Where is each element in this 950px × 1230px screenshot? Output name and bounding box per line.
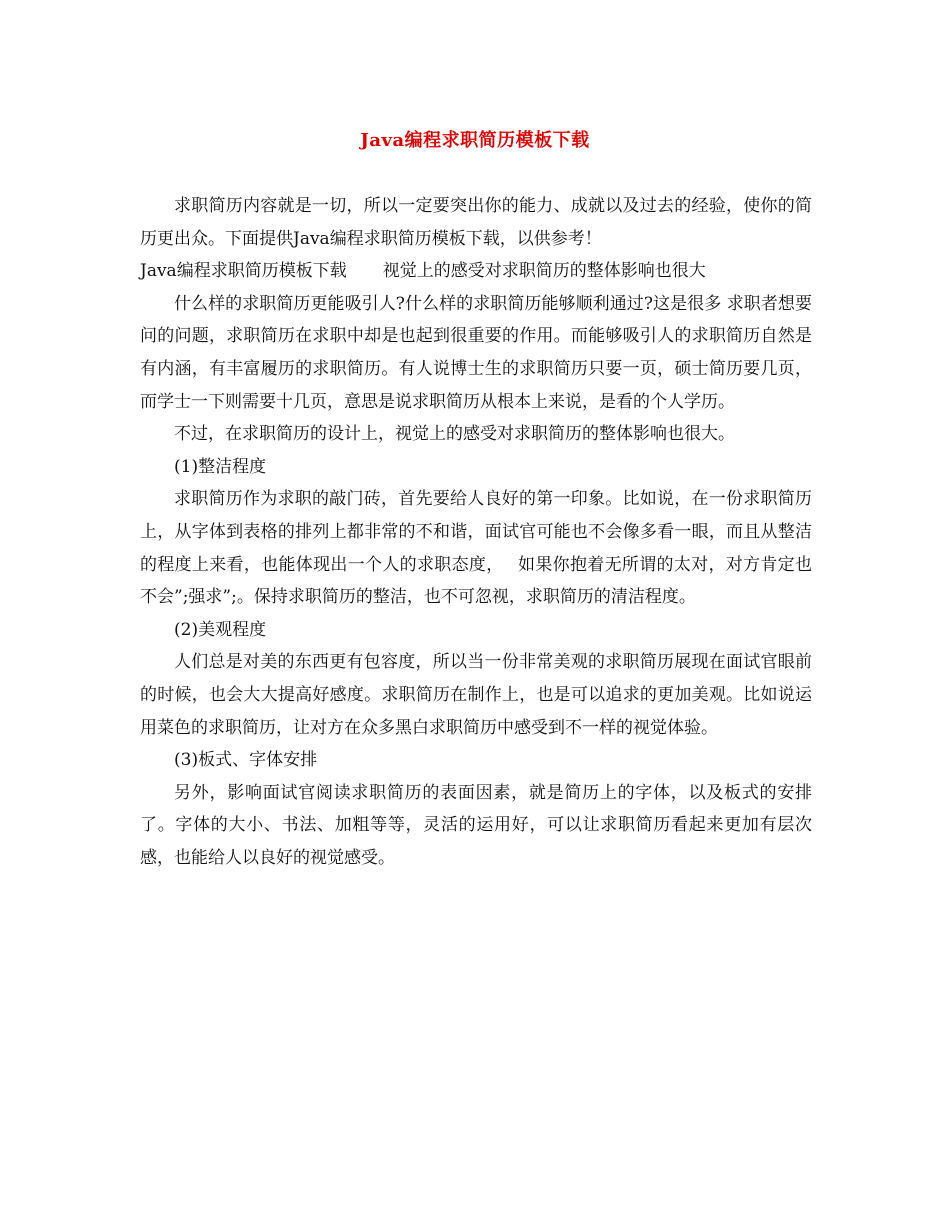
subheading-line [140,255,812,288]
paragraph-1: 什么样的求职简历更能吸引人?什么样的求职简历能够顺利通过?这是很多 求职者想要问的问题，求职简历在求职中却是也起到很重要的作用。而能够吸引人的求职简历自然是有内涵，有丰富履历的求职简历。有人说博士生的求职简历只要一页，硕士简历要几页，而学士一下则需要十几页，意思是说求职简历从根本上来说，是看的个人学历。 [140,293,812,412]
subhead-right: 视觉上的感受对求职简历的整体影响也很大 [382,261,706,282]
document-title: Java编程求职简历模板下载 [360,130,590,151]
section-1-title: (1)整洁程度 [174,456,267,477]
section-3-title: (3)板式、字体安排 [174,750,318,771]
paragraph-2: 不过，在求职简历的设计上，视觉上的感受对求职简历的整体影响也很大。 [174,424,735,445]
subhead-left: Java编程求职简历模板下载 [140,261,347,282]
section-2-text: 人们总是对美的东西更有包容度，所以当一份非常美观的求职简历展现在面试官眼前的时候，也会大大提高好感度。求职简历在制作上，也是可以追求的更加美观。比如说运用菜色的求职简历，让对方在众多黑白求职简历中感受到不一样的视觉体验。 [140,652,812,738]
section-3-text: 另外，影响面试官阅读求职简历的表面因素，就是简历上的字体，以及板式的安排了。字体的大小、书法、加粗等等，灵活的运用好，可以让求职简历看起来更加有层次感，也能给人以良好的视觉感受。 [140,782,812,868]
section-1-text: 求职简历作为求职的敲门砖，首先要给人良好的第一印象。比如说，在一份求职简历上，从字体到表格的排列上都非常的不和谐，面试官可能也不会像多看一眼，而且从整洁的程度上来看，也能体现出一个人的求职态度， 如果你抱着无所谓的太对，对方肯定也不会”;强求”;。保持求职简历的整洁，也不可忽视，求职简历的清洁程度。 [140,489,812,608]
intro-paragraph: 求职简历内容就是一切，所以一定要突出你的能力、成就以及过去的经验，使你的简历更出众。下面提供Java编程求职简历模板下载，以供参考！ [140,196,812,249]
section-2-title: (2)美观程度 [174,619,267,640]
document-body [140,190,812,874]
